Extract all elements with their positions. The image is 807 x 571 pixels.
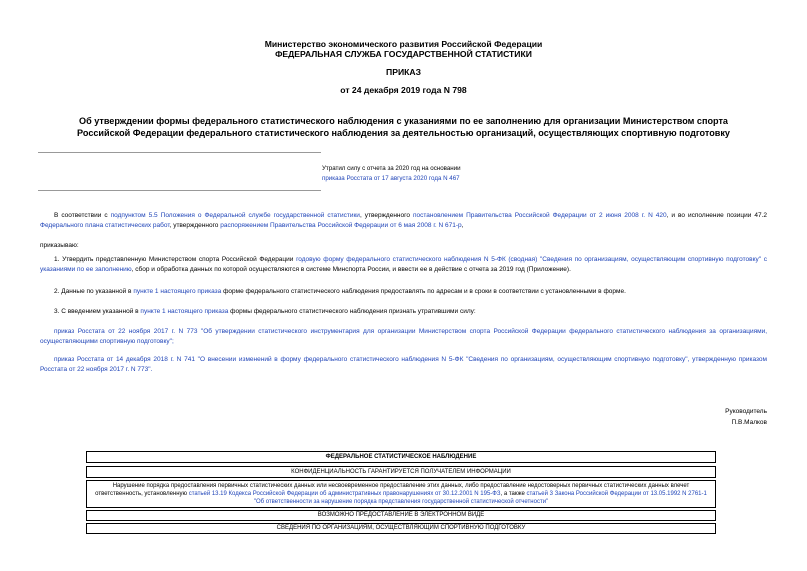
status-note-link[interactable]: приказа Росстата от 17 августа 2020 года N 467 (322, 175, 460, 182)
form-box-liability (86, 480, 716, 508)
document-date-number: от 24 декабря 2019 года N 798 (340, 85, 467, 95)
preamble-link-decree[interactable]: постановлением Правительства Российской Федерации от 2 июня 2008 г. N 420 (412, 212, 667, 219)
form-box-form-name: СВЕДЕНИЯ ПО ОРГАНИЗАЦИЯМ, ОСУЩЕСТВЛЯЮЩИМ СПОРТИВНУЮ ПОДГОТОВКУ (86, 523, 716, 534)
signature-role: Руководитель (725, 408, 767, 415)
liability-text: , а также (500, 491, 527, 497)
repealed-order-2 (40, 355, 767, 375)
form-box-electronic: ВОЗМОЖНО ПРЕДОСТАВЛЕНИЕ В ЭЛЕКТРОННОМ ВИДЕ (86, 510, 716, 521)
status-note: Утратил силу с отчета за 2020 год на основании (322, 165, 461, 172)
preamble-link-regulation[interactable]: подпунктом 5.5 Положения о Федеральной службе государственной статистики (110, 212, 360, 219)
item-3-text: формы федерального статистического наблюдения признать утратившими силу: (228, 308, 476, 315)
preamble-text: , и во исполнение позиции 47.2 (666, 212, 768, 219)
item-2-link[interactable]: пункте 1 настоящего приказа (133, 288, 222, 295)
form-box-observation: ФЕДЕРАЛЬНОЕ СТАТИСТИЧЕСКОЕ НАБЛЮДЕНИЕ (86, 451, 716, 463)
repealed-order-2-link[interactable]: приказ Росстата от 14 декабря 2018 г. N 741 "О внесении изменений в форму федерального статистического наблюдения N 5-ФК "Сведения по организациям, осуществляющим спортивную подготовку", утвержденную приказом Росстата от 22 ноября 2017 г. N 773". (40, 356, 767, 373)
service-name: ФЕДЕРАЛЬНАЯ СЛУЖБА ГОСУДАРСТВЕННОЙ СТАТИСТИКИ (275, 49, 532, 59)
document-type: ПРИКАЗ (386, 67, 421, 77)
repealed-order-1-link[interactable]: приказ Росстата от 22 ноября 2017 г. N 773 "Об утверждении статистического инструментария для организации Министерством спорта Российской Федерации федерального статистического наблюдения за организациями, осуществляющими спортивную подготовку"; (40, 328, 767, 345)
order-word: приказываю: (40, 242, 79, 249)
item-1-form-link[interactable]: годовую форму федерального статистического наблюдения N 5-ФК (сводная) "Сведения по организациям, осуществляющим спортивную подготовку" с указаниями по ее заполнению (40, 256, 767, 273)
item-2-text: 2. Данные по указанной в (54, 288, 134, 295)
item-3-text: 3. С введением указанной в (54, 308, 141, 315)
divider-top (38, 152, 321, 153)
item-3 (40, 307, 767, 317)
item-1-text: , сбор и обработка данных по которой осуществляются в системе Минспорта России, и ввести ее в действие с отчета за 2019 год (Приложение). (131, 266, 571, 273)
item-3-link[interactable]: пункте 1 настоящего приказа (140, 308, 229, 315)
liability-text: Нарушение порядка предоставления первичных статистических данных или несвоевременное предоставление этих данных, либо предоставление недостоверных первичных статистических данных влечет ответственность, установленную (95, 483, 690, 497)
liability-link-code[interactable]: статьей 13.19 Кодекса Российской Федерации об административных правонарушениях от 30.12.2001 N 195-ФЗ (188, 491, 501, 497)
preamble-text: , (461, 222, 464, 229)
liability-link-law[interactable]: статьей 3 Закона Российской Федерации от 13.05.1992 N 2761-1 "Об ответственности за нарушение порядка представления государственной статистической отчетности" (253, 491, 707, 505)
item-2 (40, 287, 767, 297)
repealed-order-1 (40, 327, 767, 347)
signature-name: П.В.Малков (731, 419, 767, 426)
item-2-text: форме федерального статистического наблюдения предоставлять по адресам и в сроки в соответствии с установленными в форме. (221, 288, 626, 295)
item-1-text: 1. Утвердить представленную Министерством спорта Российской Федерации (54, 256, 297, 263)
preamble-text: В соответствии с (54, 212, 111, 219)
ministry-name: Министерство экономического развития Российской Федерации (264, 39, 543, 49)
preamble-link-order[interactable]: распоряжением Правительства Российской Федерации от 6 мая 2008 г. N 671-р (220, 222, 462, 229)
document-title: Об утверждении формы федерального статистического наблюдения с указаниями по ее заполнению для организации Министерством спорта Российской Федерации федерального статистического наблюдения за деятельностью организаций, осуществляющих спортивную подготовку (77, 116, 730, 138)
preamble-paragraph (40, 211, 767, 231)
divider-bottom (38, 190, 321, 191)
form-box-confidentiality: КОНФИДЕНЦИАЛЬНОСТЬ ГАРАНТИРУЕТСЯ ПОЛУЧАТЕЛЕМ ИНФОРМАЦИИ (86, 466, 716, 478)
preamble-text: , утвержденного (169, 222, 221, 229)
item-1 (40, 255, 767, 275)
preamble-text: , утвержденного (359, 212, 413, 219)
preamble-link-plan[interactable]: Федерального плана статистических работ (40, 222, 170, 229)
